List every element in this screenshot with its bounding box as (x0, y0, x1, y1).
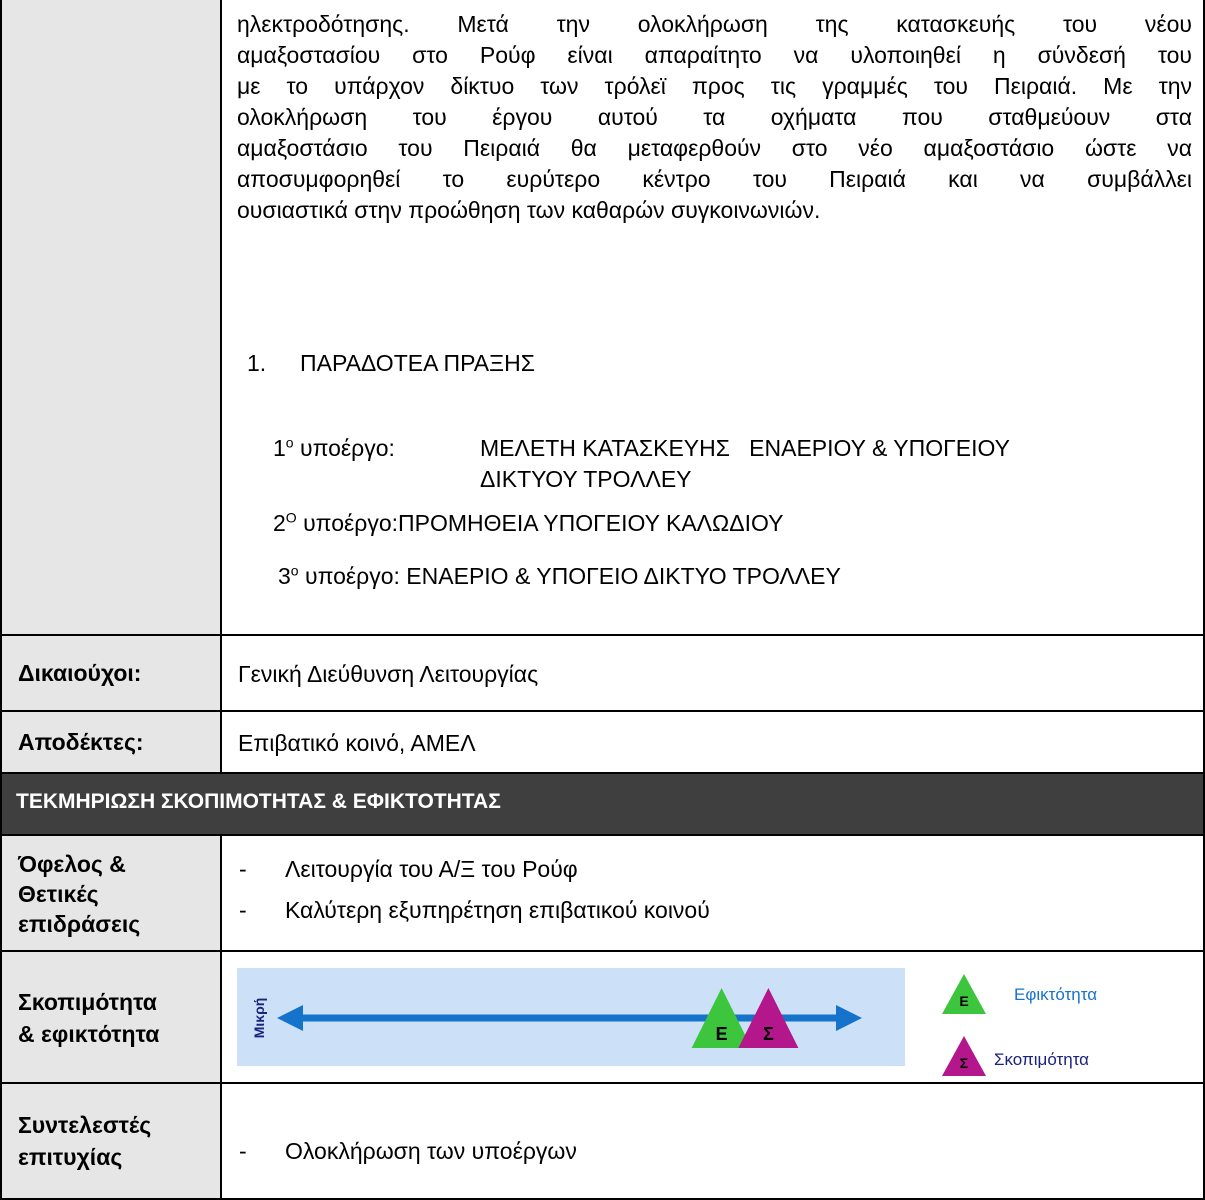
benefits-label-line: Όφελος & (18, 851, 126, 877)
recipients-row (0, 712, 1205, 774)
success-label-line: επιτυχίας (18, 1144, 123, 1170)
description-label-cell (0, 0, 222, 636)
deliverables-heading: ΠΑΡΑΔΟΤΕΑ ΠΡΑΞΗΣ (300, 350, 535, 376)
success-row (0, 1084, 1205, 1200)
recipients-value: Επιβατικό κοινό, ΑΜΕΛ (238, 730, 476, 756)
scale-min-label: Μικρή (251, 997, 267, 1039)
description-line: ηλεκτροδότησης. Μετά την ολοκλήρωση της κατασκευής του νέου (237, 11, 1192, 37)
legend-purpose-label: Σκοπιμότητα (994, 1050, 1090, 1069)
section-header-title: ΤΕΚΜΗΡΙΩΣΗ ΣΚΟΠΙΜΟΤΗΤΑΣ & ΕΦΙΚΤΟΤΗΤΑΣ (16, 790, 501, 813)
beneficiaries-value: Γενική Διεύθυνση Λειτουργίας (238, 661, 539, 687)
subproject-1-title-cont: ΔΙΚΤΥΟΥ ΤΡΟΛΛΕΥ (480, 466, 692, 492)
purpose-label-cell (0, 952, 222, 1084)
benefit-item: Λειτουργία του Α/Ξ του Ρούφ (285, 856, 578, 882)
beneficiaries-value-cell (222, 636, 1205, 712)
section-header-row (0, 774, 1205, 836)
subproject-1-title: ΜΕΛΕΤΗ ΚΑΤΑΣΚΕΥΗΣ ΕΝΑΕΡΙΟΥ & ΥΠΟΓΕΙΟΥ (480, 435, 1011, 461)
beneficiaries-row (0, 636, 1205, 712)
description-line: αμαξοστάσιο του Πειραιά θα μεταφερθούν στο νέο αμαξοστάσιο ώστε να (237, 135, 1192, 161)
recipients-value-cell (222, 712, 1205, 774)
beneficiaries-label: Δικαιούχοι: (18, 660, 142, 686)
benefits-label-line: Θετικές (18, 881, 99, 907)
description-line: αποσυμφορηθεί το ευρύτερο κέντρο του Πειραιά και να συμβάλλει (237, 166, 1192, 192)
recipients-label: Αποδέκτες: (18, 729, 144, 755)
subproject-1: $1^o$ υποέργο: (273, 434, 395, 461)
beneficiaries-label-cell (0, 636, 222, 712)
purpose-label-line: Σκοπιμότητα (18, 989, 157, 1015)
benefits-label-cell (0, 836, 222, 952)
subproject-3: $3^o$ υποέργο: ΕΝΑΕΡΙΟ & ΥΠΟΓΕΙΟ ΔΙΚΤΥΟ ΤΡΟΛΛΕΥ (278, 562, 841, 589)
scale-legend (942, 974, 1097, 1076)
bullet-dash: - (239, 856, 247, 882)
benefit-item: Καλύτερη εξυπηρέτηση επιβατικού κοινού (285, 897, 710, 923)
recipients-label-cell (0, 712, 222, 774)
purpose-label-line: & εφικτότητα (18, 1021, 160, 1047)
purpose-row (0, 952, 1205, 1084)
purpose-feasibility-scale (222, 952, 1203, 1082)
description-content-cell (222, 0, 1205, 636)
legend-feasibility-icon-letter: Ε (959, 993, 969, 1009)
legend-purpose-icon-letter: Σ (959, 1055, 969, 1071)
legend-feasibility-icon (942, 974, 986, 1014)
purpose-value-cell (222, 952, 1205, 1084)
bullet-dash: - (239, 897, 247, 923)
feasibility-marker-letter: Ε (715, 1024, 728, 1044)
success-value-cell (222, 1084, 1205, 1200)
legend-purpose-icon (942, 1036, 986, 1076)
subproject-2: $2^O$ υποέργο:ΠΡΟΜΗΘΕΙΑ ΥΠΟΓΕΙΟΥ ΚΑΛΩΔΙΟΥ (273, 509, 784, 536)
description-line: ολοκλήρωση του έργου αυτού τα οχήματα που σταθμεύουν στα (237, 104, 1192, 130)
success-label-cell (0, 1084, 222, 1200)
purpose-marker-letter: Σ (762, 1024, 774, 1044)
benefits-row (0, 836, 1205, 952)
benefits-label-line: επιδράσεις (18, 911, 141, 937)
description-paragraph (237, 9, 1192, 226)
description-line: αμαξοστασίου στο Ρούφ είναι απαραίτητο να υλοποιηθεί η σύνδεσή του (237, 42, 1192, 68)
benefits-value-cell (222, 836, 1205, 952)
description-line: ουσιαστικά στην προώθηση των καθαρών συγκοινωνιών. (237, 197, 821, 223)
description-line: με το υπάρχον δίκτυο των τρόλεϊ προς τις γραμμές του Πειραιά. Με την (237, 73, 1192, 99)
bullet-dash: - (239, 1138, 247, 1164)
deliverables-number: 1. (247, 350, 267, 376)
success-label-line: Συντελεστές (18, 1112, 152, 1138)
legend-feasibility-label: Εφικτότητα (1014, 985, 1098, 1004)
success-item: Ολοκλήρωση των υποέργων (285, 1138, 577, 1164)
